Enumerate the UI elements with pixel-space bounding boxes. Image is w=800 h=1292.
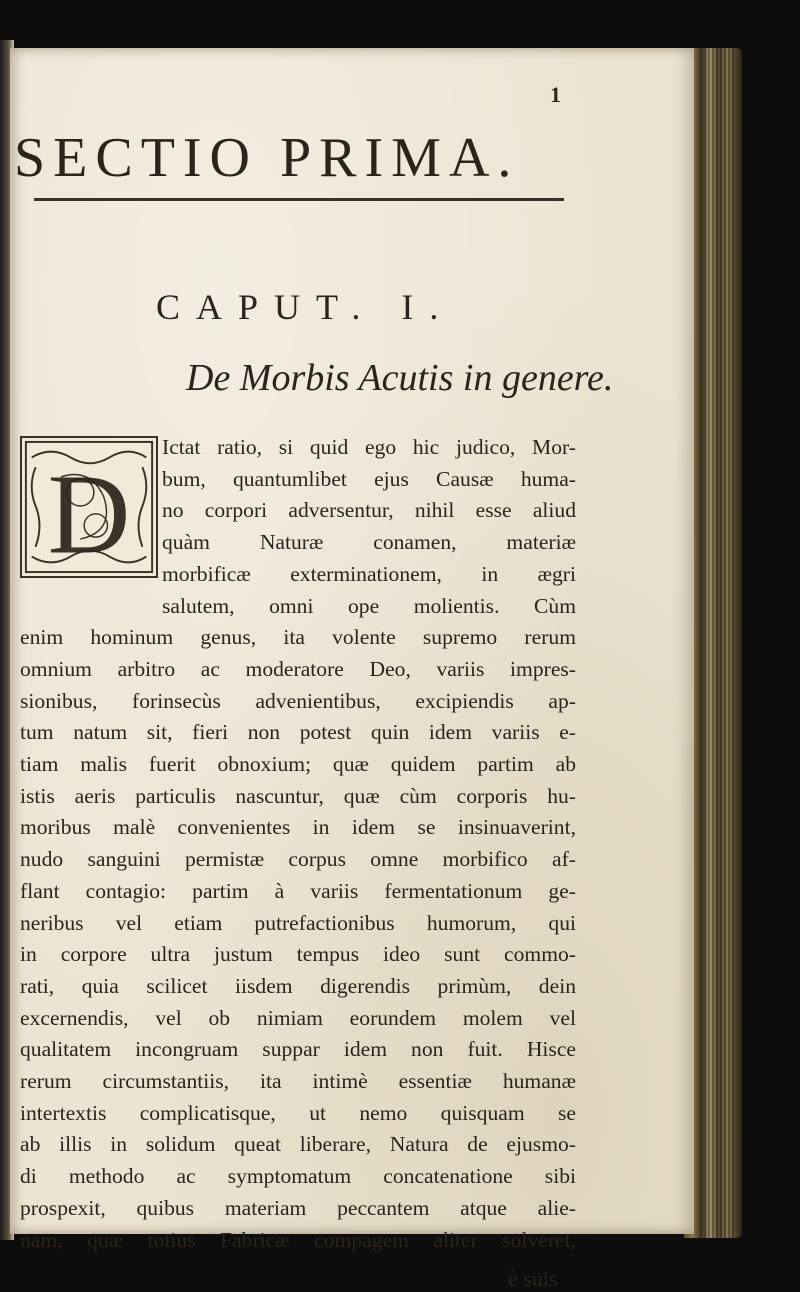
text-line: rerum circumstantiis, ita intimè essentiæ humanæ — [20, 1069, 576, 1094]
text-line: ab illis in solidum queat liberare, Natura de ejusmo- — [20, 1132, 576, 1157]
text-line: intertextis complicatisque, ut nemo quisquam se — [20, 1100, 576, 1125]
text-line: flant contagio: partim à variis fermentationum ge- — [20, 878, 576, 903]
text-line: morbificæ exterminationem, in ægri — [162, 561, 576, 586]
text-line: Ictat ratio, si quid ego hic judico, Mor- — [162, 435, 576, 459]
text-line: nudo sanguini permistæ corpus omne morbifico af- — [20, 847, 576, 872]
text-line: qualitatem incongruam suppar idem non fuit. Hisce — [20, 1037, 576, 1062]
text-line: rati, quia scilicet iisdem digerendis primùm, dein — [20, 973, 576, 998]
text-line: enim hominum genus, ita volente supremo rerum — [20, 625, 576, 650]
page-number: 1 — [550, 82, 561, 107]
text-line: no corpori adversentur, nihil esse aliud — [162, 498, 576, 523]
text-line: istis aeris particulis nascuntur, quæ cùm corporis hu- — [20, 783, 576, 808]
text-line: quàm Naturæ conamen, materiæ — [162, 530, 576, 555]
chapter-title: CAPUT. I. — [156, 287, 455, 327]
text-line: tiam malis fuerit obnoxium; quæ quidem partim ab — [20, 752, 576, 777]
svg-text:D: D — [47, 450, 131, 576]
text-line: bum, quantumlibet ejus Causæ huma- — [162, 466, 576, 491]
text-line: omnium arbitro ac moderatore Deo, variis impres- — [20, 656, 576, 681]
text-line: salutem, omni ope molientis. Cùm — [162, 593, 576, 618]
title-rule — [34, 198, 564, 201]
text-line: nam, quæ totius Fabricæ compagem aliter solveret, — [20, 1227, 576, 1252]
text-line: sionibus, forinsecùs advenientibus, excipiendis ap- — [20, 688, 576, 713]
section-title: SECTIO PRIMA. — [14, 127, 520, 189]
book-page — [10, 48, 694, 1291]
chapter-subtitle: De Morbis Acutis in genere. — [186, 357, 614, 399]
text-line: prospexit, quibus materiam peccantem atque alie- — [20, 1195, 576, 1220]
text-line: excernendis, vel ob nimiam eorundem molem vel — [20, 1005, 576, 1030]
body-text — [20, 432, 576, 1256]
text-line: di methodo ac symptomatum concatenatione sibi — [20, 1164, 576, 1189]
catchword: è suis — [508, 1266, 558, 1291]
text-line: neribus vel etiam putrefactionibus humorum, qui — [20, 910, 576, 935]
text-line: moribus malè convenientes in idem se insinuaverint, — [20, 815, 576, 840]
text-line: in corpore ultra justum tempus ideo sunt commo- — [20, 942, 576, 967]
text-line: tum natum sit, fieri non potest quin idem variis e- — [20, 720, 576, 745]
